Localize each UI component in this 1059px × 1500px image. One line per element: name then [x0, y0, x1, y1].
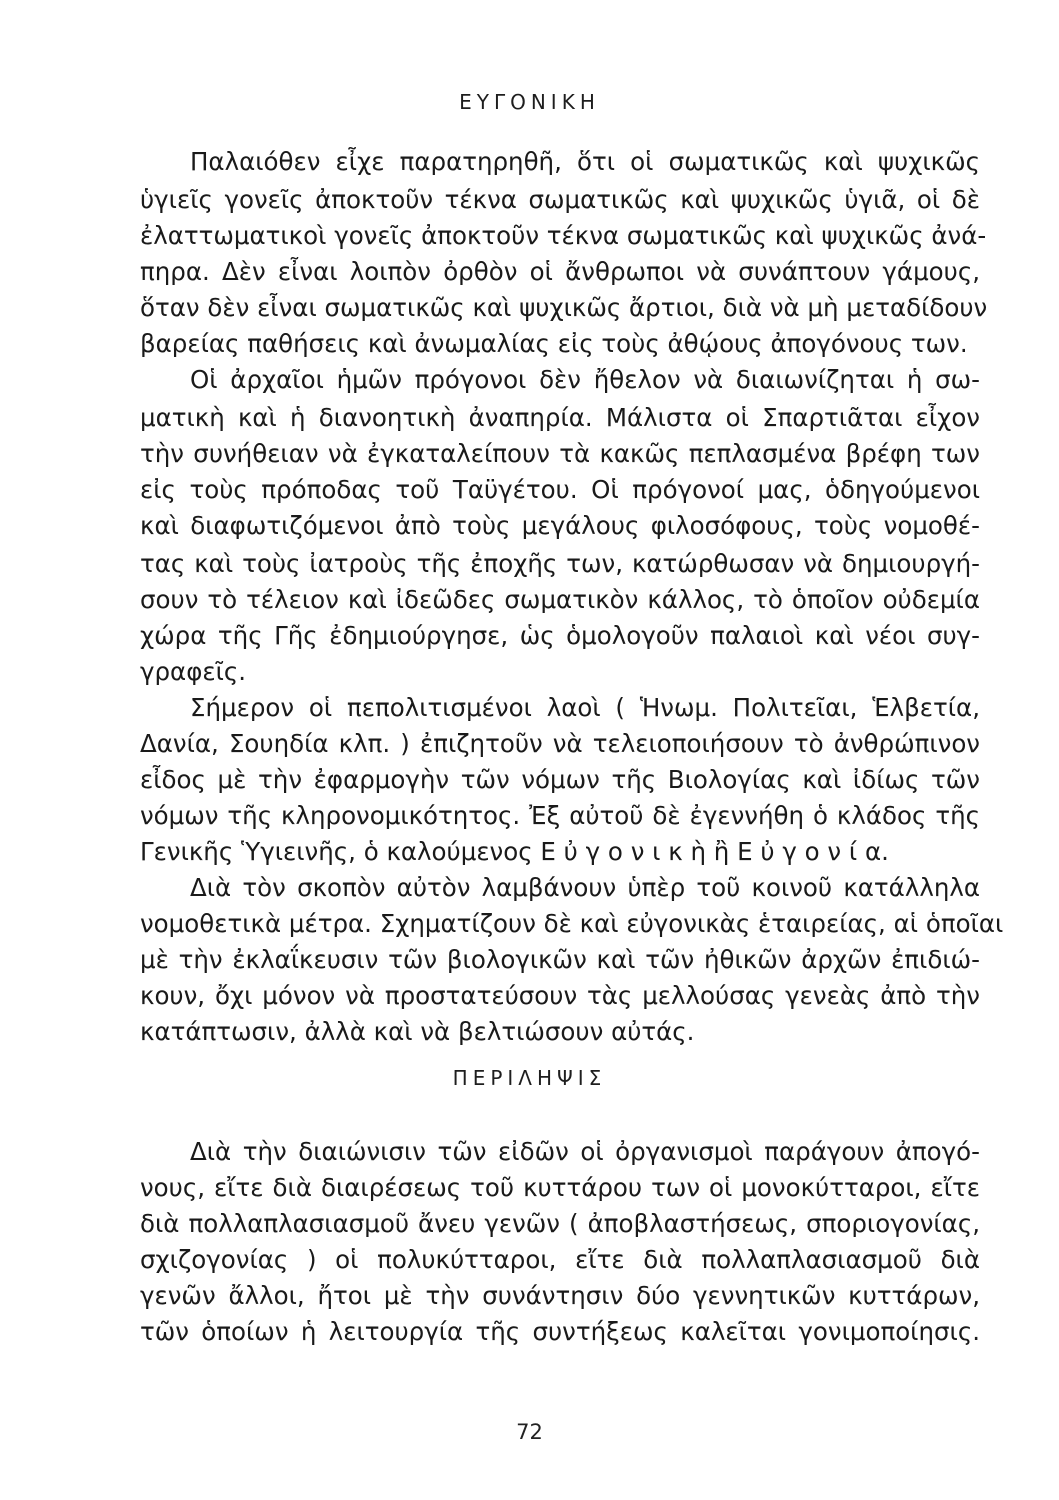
- text-line: σουν τὸ τέλειον καὶ ἰδεῶδες σωματικὸν κάλλος, τὸ ὁποῖον οὐδεμία: [140, 585, 980, 614]
- text-line: διὰ πολλαπλασιασμοῦ ἄνευ γενῶν ( ἀποβλαστήσεως, σποριογονίας,: [140, 1209, 980, 1238]
- section-title: ΠΕΡΙΛΗΨΙΣ: [452, 1066, 607, 1090]
- text-line: τας καὶ τοὺς ἰατροὺς τῆς ἐποχῆς των, κατώρθωσαν νὰ δημιουργή-: [140, 549, 980, 578]
- text-line: τῶν ὁποίων ἡ λειτουργία τῆς συντήξεως καλεῖται γονιμοποίησις.: [140, 1317, 980, 1346]
- text-line: Οἱ ἀρχαῖοι ἡμῶν πρόγονοι δὲν ἤθελον νὰ διαιωνίζηται ἡ σω-: [190, 365, 980, 394]
- text-line: χώρα τῆς Γῆς ἐδημιούργησε, ὡς ὁμολογοῦν παλαιοὶ καὶ νέοι συγ-: [140, 621, 980, 650]
- text-line: Δανία, Σουηδία κλπ. ) ἐπιζητοῦν νὰ τελειοποιήσουν τὸ ἀνθρώπινον: [140, 729, 980, 758]
- text-line: νους, εἴτε διὰ διαιρέσεως τοῦ κυττάρου των οἱ μονοκύτταροι, εἴτε: [140, 1173, 980, 1202]
- text-line: ἐλαττωματικοὶ γονεῖς ἀποκτοῦν τέκνα σωματικῶς καὶ ψυχικῶς ἀνά-: [140, 221, 987, 250]
- text-line: ὅταν δὲν εἶναι σωματικῶς καὶ ψυχικῶς ἄρτιοι, διὰ νὰ μὴ μεταδίδουν: [140, 293, 988, 322]
- text-line: σχιζογονίας ) οἱ πολυκύτταροι, εἴτε διὰ πολλαπλασιασμοῦ διὰ: [140, 1245, 980, 1274]
- text-line: Γενικῆς Ὑγιεινῆς, ὁ καλούμενος Ε ὐ γ ο ν ι κ ὴ ἢ Ε ὐ γ ο ν ί α.: [140, 837, 889, 866]
- text-line: νόμων τῆς κληρονομικότητος. Ἐξ αὐτοῦ δὲ ἐγεννήθη ὁ κλάδος τῆς: [140, 801, 980, 830]
- text-line: Διὰ τὴν διαιώνισιν τῶν εἰδῶν οἱ ὀργανισμοὶ παράγουν ἀπογό-: [190, 1137, 980, 1166]
- text-line: κουν, ὄχι μόνον νὰ προστατεύσουν τὰς μελλούσας γενεὰς ἀπὸ τὴν: [140, 981, 980, 1010]
- text-line: πηρα. Δὲν εἶναι λοιπὸν ὀρθὸν οἱ ἄνθρωποι νὰ συνάπτουν γάμους,: [140, 257, 980, 286]
- text-line: ὑγιεῖς γονεῖς ἀποκτοῦν τέκνα σωματικῶς καὶ ψυχικῶς ὑγιᾶ, οἱ δὲ: [140, 185, 980, 214]
- text-line: καὶ διαφωτιζόμενοι ἀπὸ τοὺς μεγάλους φιλοσόφους, τοὺς νομοθέ-: [140, 511, 980, 540]
- text-line: Παλαιόθεν εἶχε παρατηρηθῆ, ὅτι οἱ σωματικῶς καὶ ψυχικῶς: [190, 147, 980, 176]
- text-line: Σήμερον οἱ πεπολιτισμένοι λαοὶ ( Ἡνωμ. Πολιτεῖαι, Ἑλβετία,: [190, 693, 980, 722]
- page-number: 72: [516, 1420, 543, 1444]
- text-line: Διὰ τὸν σκοπὸν αὐτὸν λαμβάνουν ὑπὲρ τοῦ κοινοῦ κατάλληλα: [190, 873, 980, 902]
- chapter-title: ΕΥΓΟΝΙΚΗ: [459, 90, 600, 114]
- text-line: γενῶν ἄλλοι, ἤτοι μὲ τὴν συνάντησιν δύο γεννητικῶν κυττάρων,: [140, 1281, 980, 1310]
- text-line: μὲ τὴν ἐκλαΐκευσιν τῶν βιολογικῶν καὶ τῶν ἠθικῶν ἀρχῶν ἐπιδιώ-: [140, 945, 980, 974]
- text-line: ματικὴ καὶ ἡ διανοητικὴ ἀναπηρία. Μάλιστα οἱ Σπαρτιᾶται εἶχον: [140, 403, 980, 432]
- text-line: βαρείας παθήσεις καὶ ἀνωμαλίας εἰς τοὺς ἀθῴους ἀπογόνους των.: [140, 329, 968, 358]
- text-line: εἶδος μὲ τὴν ἐφαρμογὴν τῶν νόμων τῆς Βιολογίας καὶ ἰδίως τῶν: [140, 765, 980, 794]
- text-line: νομοθετικὰ μέτρα. Σχηματίζουν δὲ καὶ εὐγονικὰς ἑταιρείας, αἱ ὁποῖαι: [140, 909, 1004, 938]
- text-line: κατάπτωσιν, ἀλλὰ καὶ νὰ βελτιώσουν αὐτάς.: [140, 1017, 695, 1046]
- text-line: τὴν συνήθειαν νὰ ἐγκαταλείπουν τὰ κακῶς πεπλασμένα βρέφη των: [140, 439, 980, 468]
- text-line: εἰς τοὺς πρόποδας τοῦ Ταϋγέτου. Οἱ πρόγονοί μας, ὁδηγούμενοι: [140, 475, 980, 504]
- text-line: γραφεῖς.: [140, 657, 247, 686]
